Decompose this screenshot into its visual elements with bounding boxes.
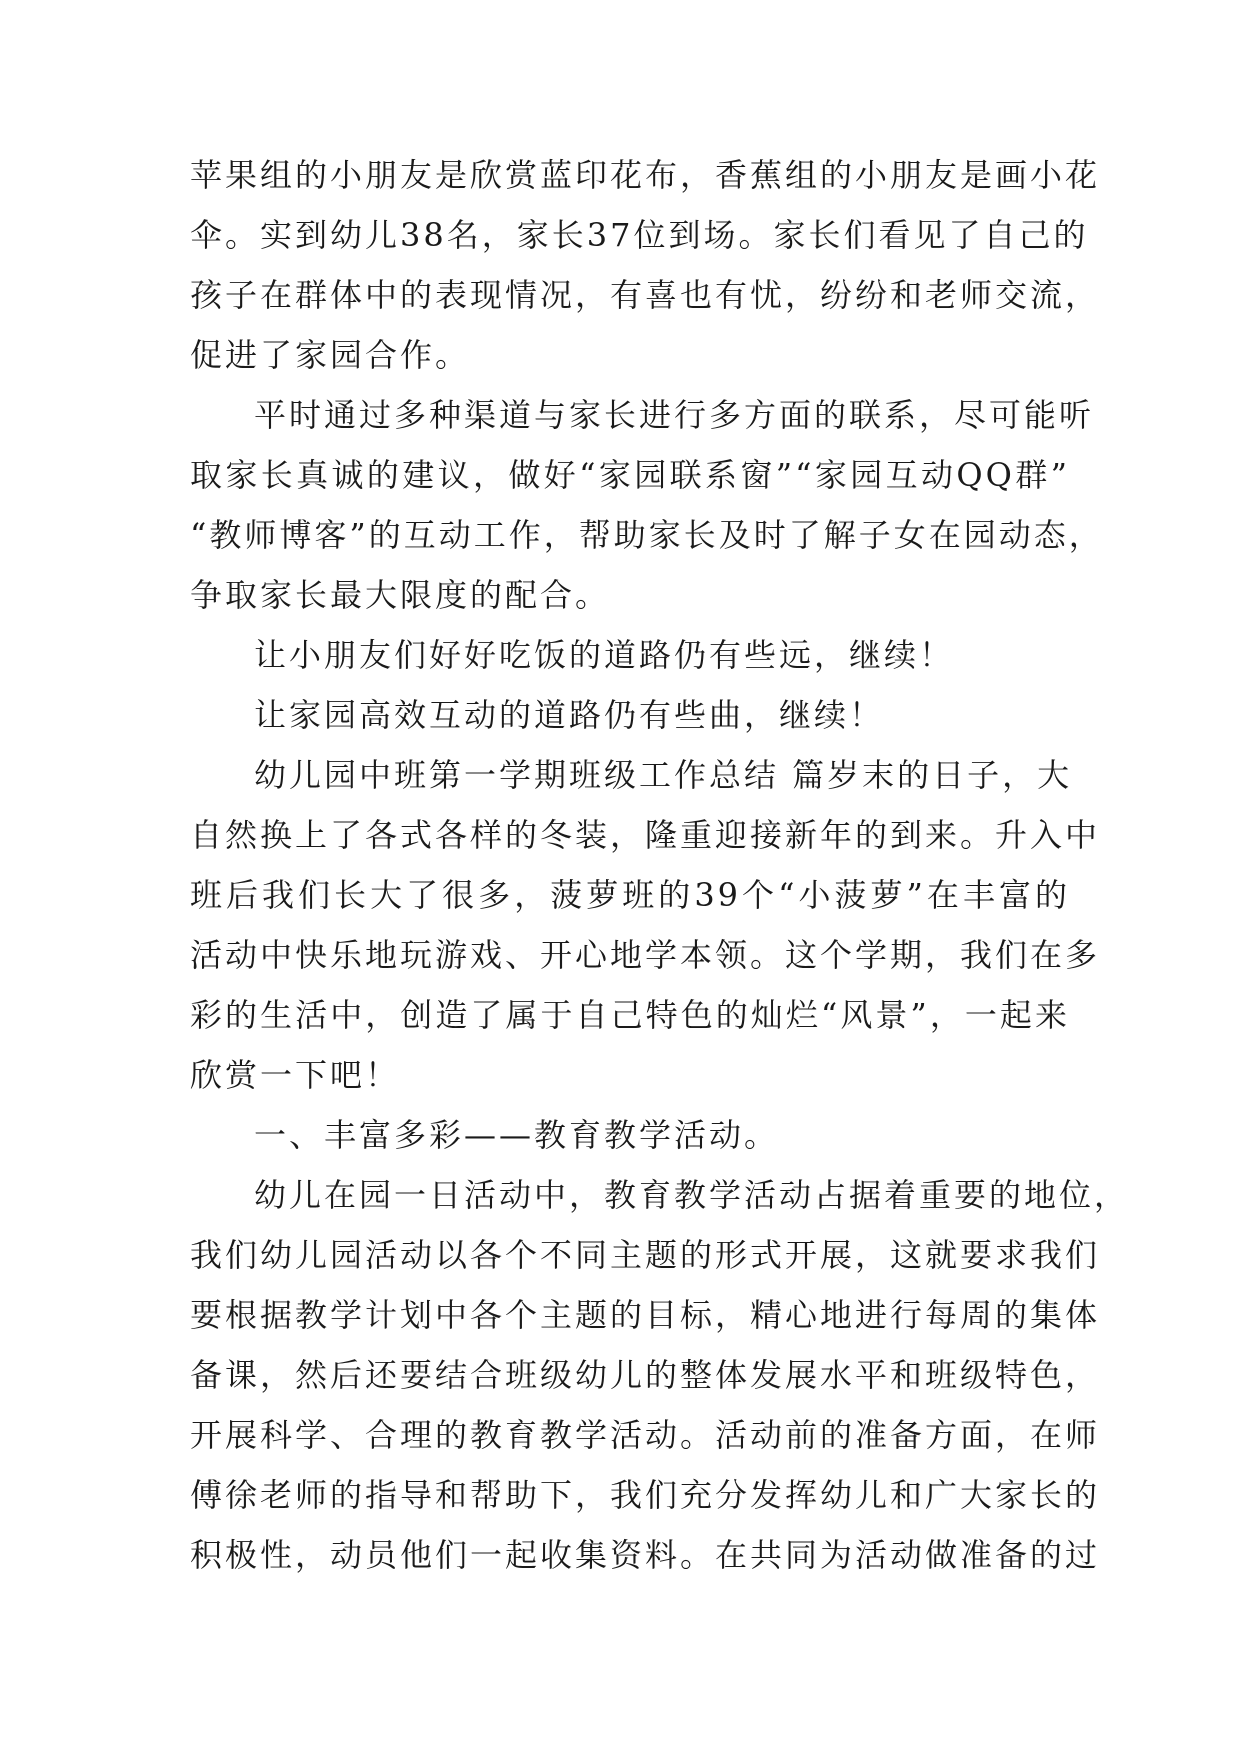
text-line-12: 自然换上了各式各样的冬装，隆重迎接新年的到来。升入中 (190, 816, 1101, 854)
text-line-20: 要根据教学计划中各个主题的目标，精心地进行每周的集体 (190, 1296, 1101, 1334)
text-line-4: 促进了家园合作。 (190, 336, 471, 374)
text-line-9: 让小朋友们好好吃饭的道路仍有些远，继续！ (254, 636, 955, 674)
text-line-1: 苹果组的小朋友是欣赏蓝印花布，香蕉组的小朋友是画小花 (190, 156, 1101, 194)
text-line-21: 备课，然后还要结合班级幼儿的整体发展水平和班级特色， (190, 1356, 1101, 1394)
text-line-5: 平时通过多种渠道与家长进行多方面的联系，尽可能听 (254, 396, 1095, 434)
text-line-16: 欣赏一下吧！ (190, 1056, 401, 1094)
text-line-10: 让家园高效互动的道路仍有些曲，继续！ (254, 696, 885, 734)
section-heading: 一、丰富多彩——教育教学活动。 (254, 1116, 780, 1154)
text-line-11: 幼儿园中班第一学期班级工作总结 篇岁末的日子，大 (254, 756, 1073, 794)
text-line-23: 傅徐老师的指导和帮助下，我们充分发挥幼儿和广大家长的 (190, 1476, 1101, 1514)
text-line-6: 取家长真诚的建议，做好“家园联系窗”“家园互动QQ群” (190, 456, 1070, 494)
text-line-19: 我们幼儿园活动以各个不同主题的形式开展，这就要求我们 (190, 1236, 1101, 1274)
text-line-7: “教师博客”的互动工作，帮助家长及时了解子女在园动态， (190, 516, 1104, 554)
text-line-15: 彩的生活中，创造了属于自己特色的灿烂“风景”，一起来 (190, 996, 1070, 1034)
text-line-3: 孩子在群体中的表现情况，有喜也有忧，纷纷和老师交流， (190, 276, 1101, 314)
text-line-13: 班后我们长大了很多，菠萝班的39个“小菠萝”在丰富的 (190, 876, 1070, 914)
text-line-14: 活动中快乐地玩游戏、开心地学本领。这个学期，我们在多 (190, 936, 1101, 974)
text-line-18: 幼儿在园一日活动中，教育教学活动占据着重要的地位， (254, 1176, 1130, 1214)
text-line-24: 积极性，动员他们一起收集资料。在共同为活动做准备的过 (190, 1536, 1101, 1574)
text-line-8: 争取家长最大限度的配合。 (190, 576, 611, 614)
text-line-22: 开展科学、合理的教育教学活动。活动前的准备方面，在师 (190, 1416, 1101, 1454)
text-line-2: 伞。实到幼儿38名，家长37位到场。家长们看见了自己的 (190, 216, 1089, 254)
